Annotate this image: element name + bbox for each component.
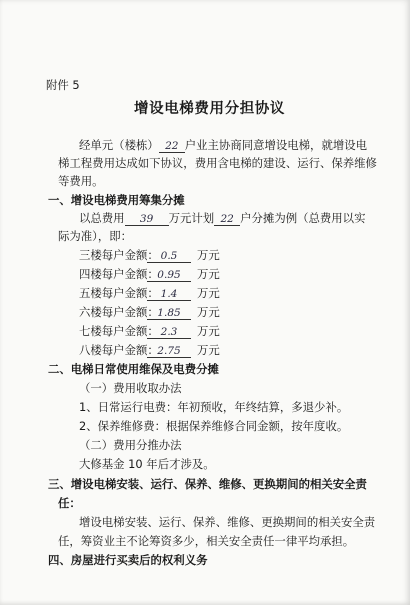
section-4-heading: 四、房屋进行买卖后的权利义务 [48,553,208,567]
floor-amount-unit: 万元 [197,286,220,300]
floor-amount-unit: 万元 [197,248,220,262]
floor-amount-unit: 万元 [197,305,220,319]
section-2-major-fund: 大修基金 10 年后才涉及。 [79,457,215,471]
floor-amount-row [79,248,220,263]
intro-line-3: 等费用。 [58,174,104,188]
floor-amount-unit: 万元 [197,324,220,338]
floor-amount-row [79,305,220,320]
section-1-heading: 一、增设电梯费用筹集分摊 [48,193,185,207]
floor-amount-row [79,343,220,358]
floor-amount-value: 2.3 [147,326,191,339]
section-2-subheading-1: （一）费用收取办法 [79,381,182,395]
section-1-text-b: 万元计划 [168,211,215,225]
building-number-field: 22 [159,140,185,153]
section-1-line-2: 际为准），即： [58,229,133,243]
section-3-body-line-1: 增设电梯安装、运行、保养、维修、更换期间的相关安全责 [79,515,376,529]
section-3-body-line-2: 任，筹资业主不论筹资多少，相关安全责任一律平均承担。 [58,534,355,548]
floor-amount-value: 0.5 [147,250,191,263]
intro-line-2: 梯工程费用达成如下协议，费用含电梯的建设、运行、保养维修 [58,156,377,170]
intro-line-1 [79,138,367,153]
section-2-item-2: 2、保养维修费：根据保养维修合同金额，按年度收。 [79,419,349,433]
section-3-heading-line-1: 三、增设电梯安装、运行、保养、维修、更换期间的相关安全责 [48,477,367,491]
floor-amount-unit: 万元 [197,343,220,357]
floor-amount-label: 四楼每户金额： [79,267,159,281]
section-2-subheading-2: （二）费用分推办法 [79,438,182,452]
floor-amount-label: 六楼每户金额： [79,305,159,319]
total-cost-field: 39 [125,213,169,226]
section-2-heading: 二、电梯日常使用维保及电费分摊 [48,362,219,376]
floor-amount-value: 1.85 [147,307,191,320]
intro-text-1: 经单元（楼栋） [79,138,159,152]
section-1-text-a: 以总费用 [79,211,125,225]
floor-amount-label: 五楼每户金额： [79,286,159,300]
section-3-heading-line-2: 任： [58,496,81,510]
floor-amount-row [79,267,220,282]
intro-text-2: 户业主协商同意增设电梯，就增设电 [184,138,368,152]
floor-amount-row [79,324,220,339]
floor-amount-value: 2.75 [147,345,191,358]
floor-amount-unit: 万元 [197,267,220,281]
floor-amount-value: 1.4 [147,288,191,301]
floor-amount-label: 三楼每户金额： [79,248,159,262]
document-title: 增设电梯费用分担协议 [134,101,285,117]
floor-amount-label: 八楼每户金额： [79,343,159,357]
household-count-field: 22 [214,213,240,226]
section-2-item-1: 1、日常运行电费：年初预收，年终结算，多退少补。 [79,400,349,414]
floor-amount-value: 0.95 [147,269,191,282]
section-1-line-1 [79,211,365,226]
floor-amount-row [79,286,220,301]
section-1-text-c: 户分摊为例（总费用以实 [240,211,366,225]
floor-amount-label: 七楼每户金额： [79,324,159,338]
attachment-label: 附件 5 [46,78,80,92]
